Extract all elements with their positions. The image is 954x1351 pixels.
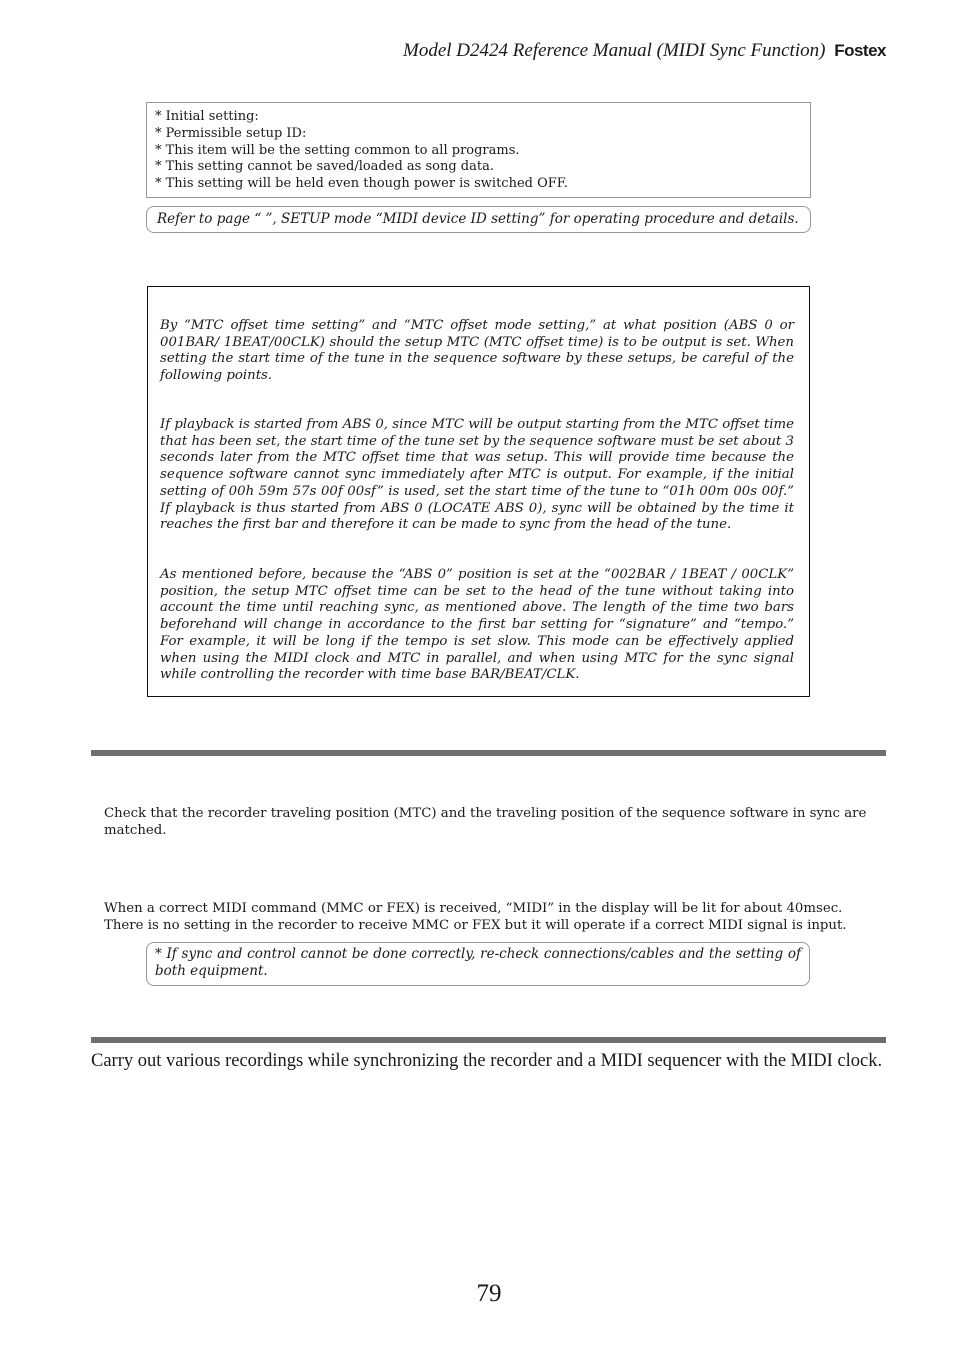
- settings-line: * This item will be the setting common to all programs.: [155, 142, 520, 158]
- settings-line: * This setting cannot be saved/loaded as song data.: [155, 159, 494, 175]
- settings-info-box: [146, 102, 811, 198]
- midi-clock-intro: Carry out various recordings while synchronizing the recorder and a MIDI sequencer with the MIDI clock.: [91, 1051, 883, 1071]
- sync-warning-note: * If sync and control cannot be done correctly, re-check connections/cables and the setting of both equipment.: [146, 942, 810, 986]
- mtc-offset-note-box: [147, 286, 810, 697]
- sync-check-paragraph: Check that the recorder traveling position (MTC) and the traveling position of the sequence software in sync are matched.: [104, 806, 867, 838]
- settings-line: * This setting will be held even though power is switched OFF.: [155, 176, 568, 192]
- mtc-note-paragraph: If playback is started from ABS 0, since MTC will be output starting from the MTC offset time that has been set, the start time of the tune set by the sequence software must be set about 3 seconds later from the MTC offset time that was setup. This will provide time because the sequence software cannot sync immediately after MTC is output. For example, if the initial setting of 00h 59m 57s 00f 00sf” is used, set the start time of the tune to “01h 00m 00s 00f.” If playback is thus started from ABS 0 (LOCATE ABS 0), sync will be obtained by the time it reaches the first bar and therefore it can be made to sync from the head of the tune.: [160, 417, 794, 533]
- midi-indicator-paragraph: When a correct MIDI command (MMC or FEX) is received, “MIDI” in the display will be lit for about 40msec. There is no setting in the recorder to receive MMC or FEX but it will operate if a correct MIDI signal is input.: [104, 901, 847, 933]
- section-divider: [91, 750, 886, 756]
- fostex-logo: Fostex: [834, 41, 886, 60]
- reference-note: Refer to page “ ”, SETUP mode “MIDI device ID setting” for operating procedure and details.: [146, 206, 811, 233]
- page-header: [403, 40, 886, 62]
- section-divider: [91, 1037, 886, 1043]
- settings-line: * Permissible setup ID:: [155, 125, 307, 141]
- header-title: Model D2424 Reference Manual (MIDI Sync Function): [403, 40, 826, 61]
- mtc-note-paragraph: As mentioned before, because the “ABS 0” position is set at the “002BAR / 1BEAT / 00CLK” position, the setup MTC offset time can be set to the head of the tune without taking into account the time until reaching sync, as mentioned above. The length of the time two bars beforehand will change in accordance to the first bar setting for “signature” and “tempo.” For example, it will be long if the tempo is set slow. This mode can be effectively applied when using the MIDI clock and MTC in parallel, and when using MTC for the sync signal while controlling the recorder with time base BAR/BEAT/CLK.: [160, 567, 794, 683]
- settings-line: * Initial setting:: [155, 109, 259, 124]
- page-number: 79: [476, 1280, 502, 1307]
- mtc-note-paragraph: By “MTC offset time setting” and “MTC offset mode setting,” at what position (ABS 0 or 001BAR/ 1BEAT/00CLK) should the setup MTC (MTC offset time) is to be output is set. When setting the start time of the tune in the sequence software by these setups, be careful of the following points.: [160, 318, 794, 384]
